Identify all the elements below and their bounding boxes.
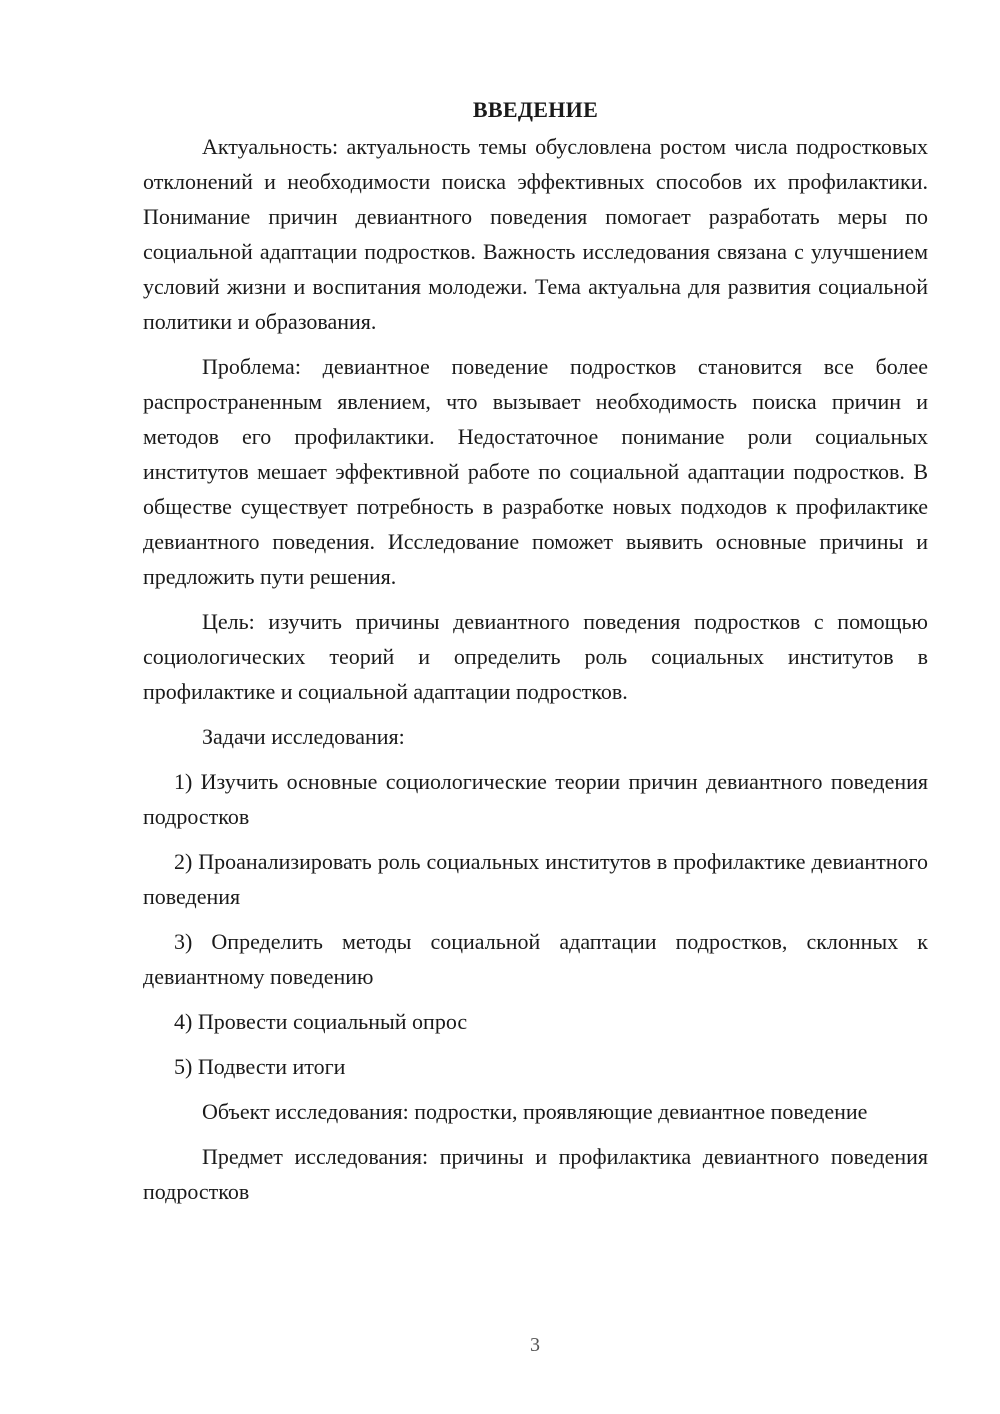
goal-paragraph: Цель: изучить причины девиантного поведения подростков с помощью социологических теорий и определить роль социальных институтов в профилактике и социальной адаптации подростков. xyxy=(143,609,928,704)
task-item: 1) Изучить основные социологические теории причин девиантного поведения подростков xyxy=(143,769,928,829)
task-item: 5) Подвести итоги xyxy=(174,1054,346,1079)
subject-paragraph: Предмет исследования: причины и профилактика девиантного поведения подростков xyxy=(143,1144,928,1204)
task-item: 4) Провести социальный опрос xyxy=(174,1009,468,1034)
task-item: 2) Проанализировать роль социальных институтов в профилактике девиантного поведения xyxy=(143,849,928,909)
tasks-heading: Задачи исследования: xyxy=(202,724,405,749)
problem-paragraph: Проблема: девиантное поведение подростков становится все более распространенным явлением, что вызывает необходимость поиска причин и методов его профилактики. Недостаточное понимание роли социальных институтов мешает эффективной работе по социальной адаптации подростков. В обществе существует потребность в разработке новых подходов к профилактике девиантного поведения. Исследование поможет выявить основные причины и предложить пути решения. xyxy=(143,354,928,589)
relevance-paragraph: Актуальность: актуальность темы обусловлена ростом числа подростковых отклонений и необходимости поиска эффективных способов их профилактики. Понимание причин девиантного поведения помогает разработать меры по социальной адаптации подростков. Важность исследования связана с улучшением условий жизни и воспитания молодежи. Тема актуальна для развития социальной политики и образования. xyxy=(143,134,928,334)
document-page xyxy=(143,92,928,1219)
object-paragraph: Объект исследования: подростки, проявляющие девиантное поведение xyxy=(202,1099,868,1124)
page-title: ВВЕДЕНИЕ xyxy=(472,97,599,122)
page-number: 3 xyxy=(530,1334,540,1356)
task-item: 3) Определить методы социальной адаптации подростков, склонных к девиантному поведению xyxy=(143,929,928,989)
